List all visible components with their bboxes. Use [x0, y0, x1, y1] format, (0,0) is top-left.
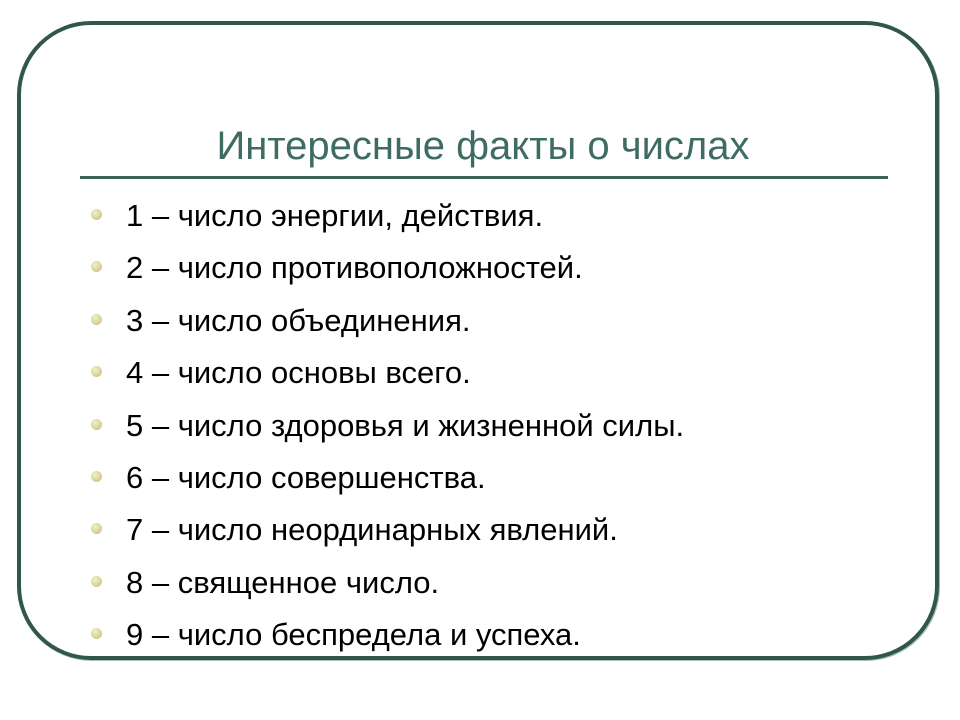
- list-item: [88, 295, 908, 347]
- list-item: [88, 609, 908, 661]
- list-item: [88, 400, 908, 452]
- list-item-text: 3 – число объединения.: [126, 302, 471, 338]
- slide-title: Интересные факты о числах: [216, 124, 750, 168]
- list-item-text: 2 – число противоположностей.: [126, 250, 583, 286]
- list-item-text: 8 – священное число.: [126, 564, 440, 600]
- round-bullet-icon: [91, 523, 102, 534]
- list-item-text: 9 – число беспредела и успеха.: [126, 617, 581, 653]
- list-item: [88, 190, 908, 242]
- round-bullet-icon: [91, 471, 102, 482]
- round-bullet-icon: [91, 576, 102, 587]
- list-item-text: 7 – число неординарных явлений.: [126, 512, 618, 548]
- title-underline: [80, 176, 888, 179]
- list-item-text: 1 – число энергии, действия.: [126, 198, 544, 233]
- round-bullet-icon: [91, 366, 102, 377]
- round-bullet-icon: [91, 209, 102, 220]
- round-bullet-icon: [91, 628, 102, 639]
- list-item-text: 6 – число совершенства.: [126, 459, 486, 495]
- list-item: [88, 557, 908, 609]
- list-item: [88, 347, 908, 399]
- round-bullet-icon: [91, 419, 102, 430]
- fact-list: [88, 190, 908, 662]
- list-item: [88, 242, 908, 294]
- list-item: [88, 452, 908, 504]
- round-bullet-icon: [91, 314, 102, 325]
- round-bullet-icon: [91, 261, 102, 272]
- list-item: [88, 504, 908, 556]
- list-item-text: 5 – число здоровья и жизненной силы.: [126, 407, 685, 443]
- list-item-text: 4 – число основы всего.: [126, 355, 471, 391]
